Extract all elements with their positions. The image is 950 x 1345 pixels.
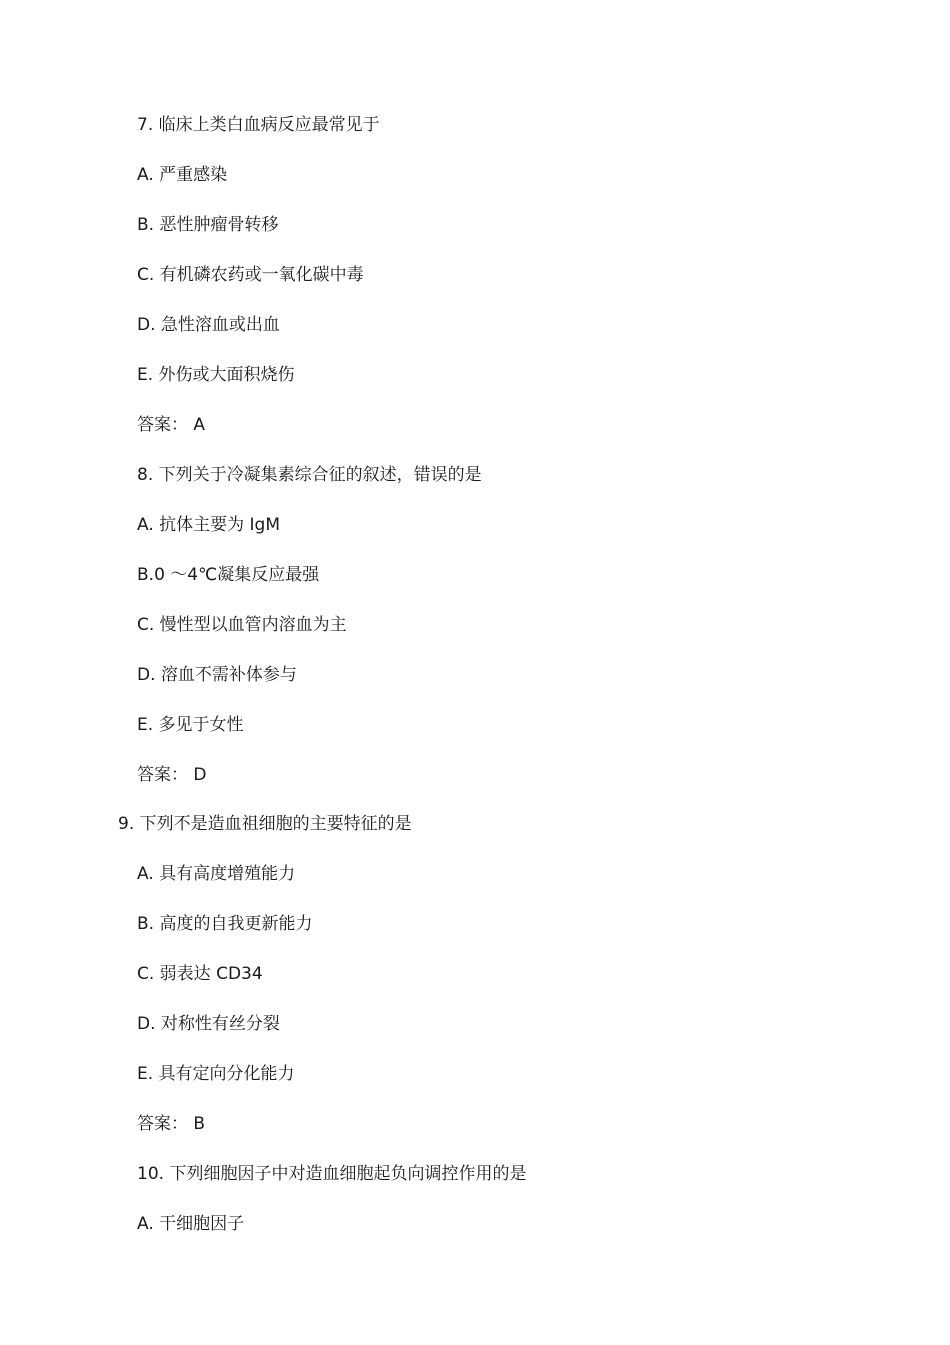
option-c: C. 慢性型以血管内溶血为主 — [137, 615, 347, 635]
option-a: A. 抗体主要为 IgM — [137, 515, 281, 535]
option-d: D. 急性溶血或出血 — [137, 315, 280, 335]
option-e: E. 外伤或大面积烧伤 — [137, 365, 295, 385]
question-stem: 10. 下列细胞因子中对造血细胞起负向调控作用的是 — [137, 1164, 527, 1184]
option-b: B. 恶性肿瘤骨转移 — [137, 215, 279, 235]
option-a: A. 干细胞因子 — [137, 1214, 245, 1234]
option-d: D. 对称性有丝分裂 — [137, 1014, 280, 1034]
option-c: C. 弱表达 CD34 — [137, 964, 263, 984]
option-a: A. 具有高度增殖能力 — [137, 864, 296, 884]
question-stem: 9. 下列不是造血祖细胞的主要特征的是 — [118, 814, 412, 834]
option-c: C. 有机磷农药或一氧化碳中毒 — [137, 265, 364, 285]
answer: 答案： A — [137, 415, 206, 435]
question-stem: 8. 下列关于冷凝集素综合征的叙述，错误的是 — [137, 465, 482, 485]
answer: 答案： B — [137, 1114, 206, 1134]
question-stem: 7. 临床上类白血病反应最常见于 — [137, 115, 380, 135]
option-d: D. 溶血不需补体参与 — [137, 665, 297, 685]
answer: 答案： D — [137, 765, 207, 785]
option-a: A. 严重感染 — [137, 165, 228, 185]
option-b: B. 高度的自我更新能力 — [137, 914, 313, 934]
option-e: E. 具有定向分化能力 — [137, 1064, 295, 1084]
option-e: E. 多见于女性 — [137, 715, 244, 735]
option-b: B.0 ～4℃凝集反应最强 — [137, 565, 320, 585]
